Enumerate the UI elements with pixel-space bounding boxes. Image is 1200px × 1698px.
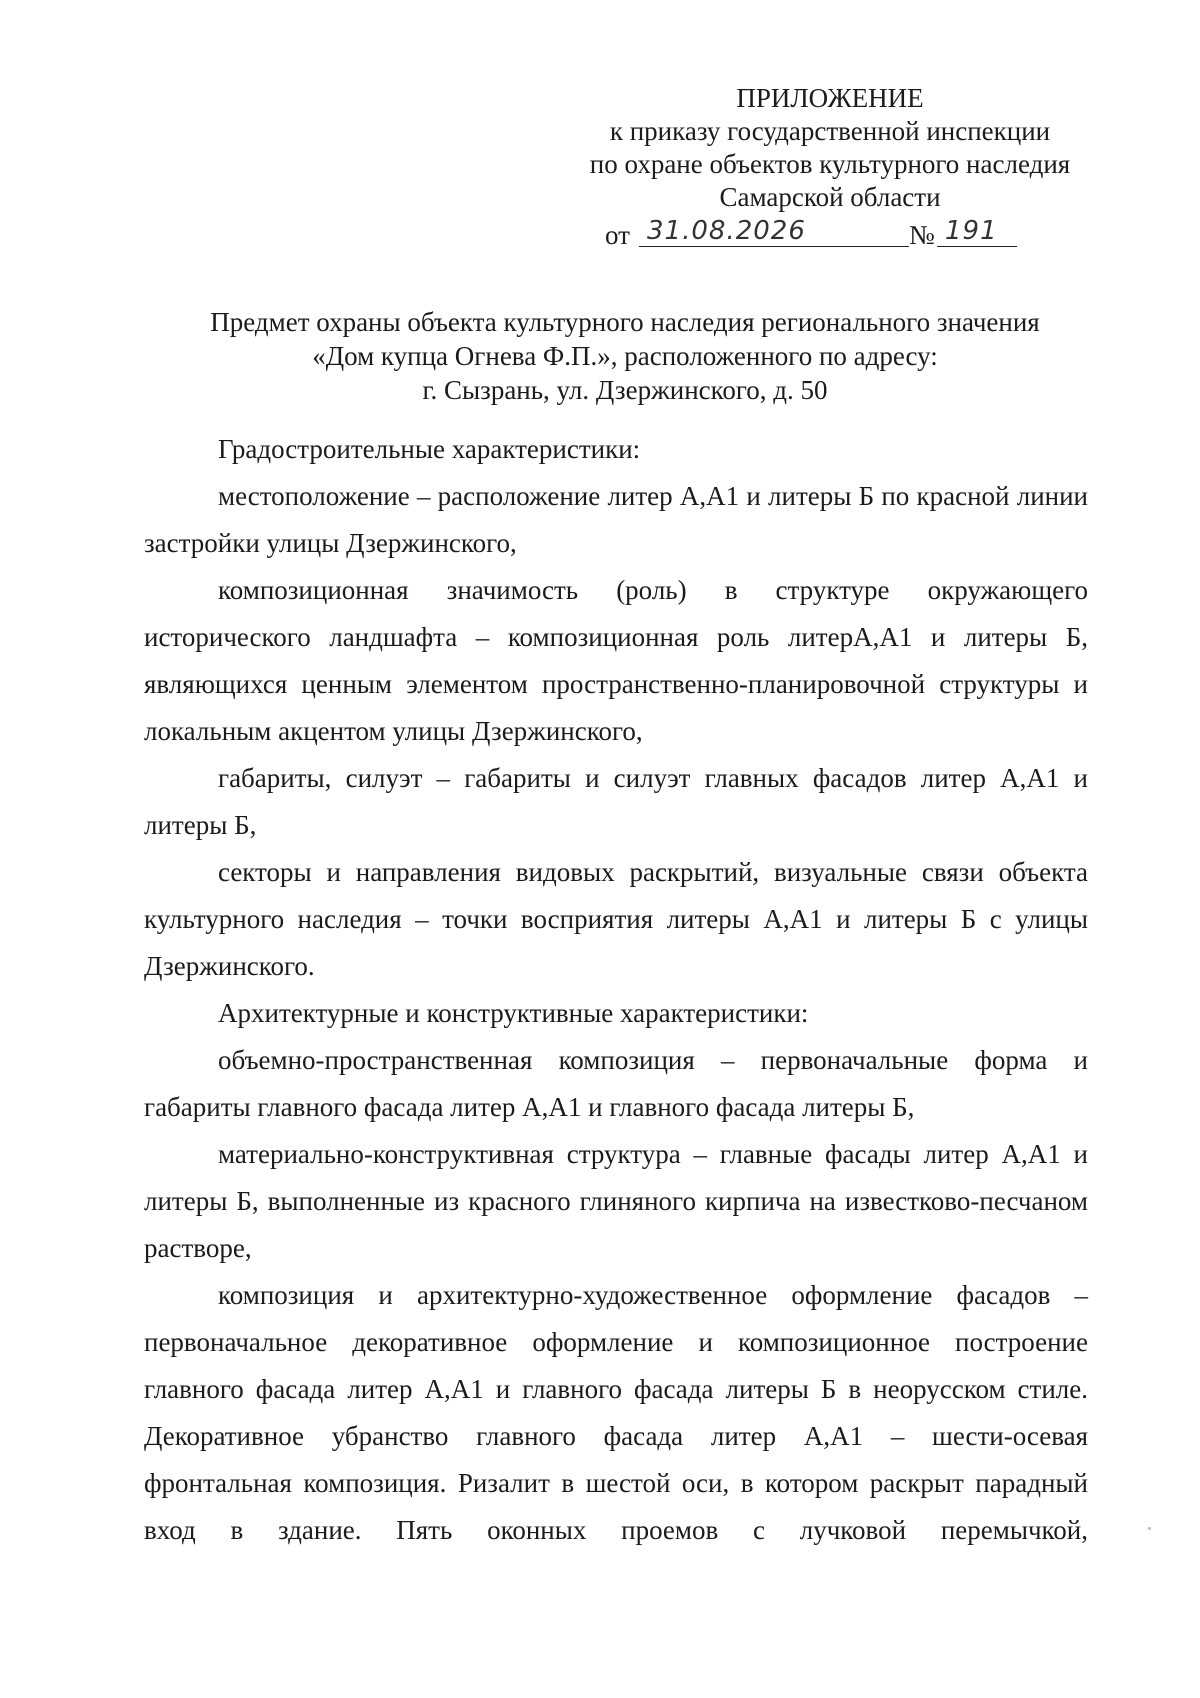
section-heading-architecture: Архитектурные и конструктивные характеристики: (218, 998, 809, 1028)
appendix-header (560, 82, 1100, 214)
paragraph-location: местоположение – расположение литер А,А1 и литеры Б по красной линии застройки улицы Дзержинского, (144, 481, 1088, 558)
handwritten-number: 191 (945, 216, 998, 246)
number-prefix: № (909, 220, 935, 250)
handwritten-date: 31.08.2026 (647, 216, 806, 246)
paragraph-material-structure: материально-конструктивная структура – главные фасады литер А,А1 и литеры Б, выполненные из красного глиняного кирпича на известково-песчаном растворе, (144, 1139, 1088, 1263)
title-line-2: «Дом купца Огнева Ф.П.», расположенного по адресу: (312, 341, 938, 371)
number-field (937, 214, 1017, 247)
title-line-3: г. Сызрань, ул. Дзержинского, д. 50 (422, 375, 828, 405)
paragraph-composition-role: композиционная значимость (роль) в структуре окружающего исторического ландшафта – композиционная роль литерА,А1 и литеры Б, являющихся ценным элементом пространственно-планировочной структуры и локальным акцентом улицы Дзержинского, (144, 575, 1088, 746)
date-field (639, 214, 909, 247)
appendix-line-1: к приказу государственной инспекции (609, 116, 1051, 146)
document-title (160, 305, 1090, 407)
scan-speck (1148, 1527, 1151, 1530)
appendix-line-3: Самарской области (719, 182, 941, 212)
section-heading-urban: Градостроительные характеристики: (218, 434, 641, 464)
date-prefix: от (605, 220, 630, 250)
paragraph-facade-decoration: композиция и архитектурно-художественное оформление фасадов – первоначальное декоративное оформление и композиционное построение главного фасада литер А,А1 и главного фасада литеры Б в неорусском стиле. Декоративное убранство главного фасада литер А,А1 – шести-осевая фронтальная композиция. Ризалит в шестой оси, в котором раскрыт парадный вход в здание. Пять оконных проемов с лучковой перемычкой, (144, 1280, 1088, 1545)
paragraph-volume-composition: объемно-пространственная композиция – первоначальные форма и габариты главного фасада литер А,А1 и главного фасада литеры Б, (144, 1045, 1088, 1122)
appendix-title: ПРИЛОЖЕНИЕ (736, 83, 924, 113)
order-date-number-line (605, 214, 1105, 250)
document-body (144, 426, 1088, 1554)
title-line-1: Предмет охраны объекта культурного наследия регионального значения (210, 307, 1040, 337)
paragraph-view-sectors: секторы и направления видовых раскрытий, визуальные связи объекта культурного наследия – точки восприятия литеры А,А1 и литеры Б с улицы Дзержинского. (144, 857, 1088, 981)
appendix-line-2: по охране объектов культурного наследия (589, 149, 1071, 179)
paragraph-dimensions: габариты, силуэт – габариты и силуэт главных фасадов литер А,А1 и литеры Б, (144, 763, 1088, 840)
